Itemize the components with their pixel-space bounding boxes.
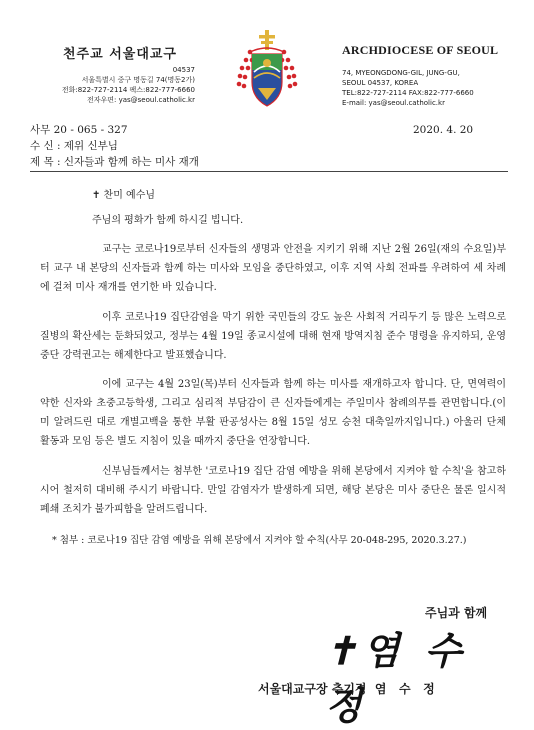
document-date: 2020. 4. 20 xyxy=(413,124,474,136)
archdiocese-crest-icon xyxy=(236,30,298,112)
header-english-phone: TEL:822-727-2114 FAX:822-777-6660 xyxy=(342,89,474,97)
subject-line: 제 목 : 신자들과 함께 하는 미사 재개 xyxy=(30,156,199,168)
document-number: 사무 20 - 065 - 327 xyxy=(30,124,128,136)
closing-phrase: 주님과 함께 xyxy=(425,606,488,620)
header-divider xyxy=(30,171,508,172)
header-korean-title: 천주교 서울대교구 xyxy=(63,47,177,62)
header-korean-address: 서울특별시 중구 명동길 74(명동2가) xyxy=(81,76,195,84)
header-korean-email: 전자우편: yas@seoul.catholic.kr xyxy=(86,96,195,104)
header-english-address-line2: SEOUL 04537, KOREA xyxy=(342,79,419,87)
recipient-line: 수 신 : 제위 신부님 xyxy=(30,140,118,152)
header-korean-phone: 전화:822-727-2114 팩스:822-777-6660 xyxy=(61,86,195,94)
header-english-title: ARCHDIOCESE OF SEOUL xyxy=(342,43,499,57)
header-english-address-line1: 74, MYEONGDONG-GIL, JUNG-GU, xyxy=(342,69,460,77)
greeting: ✝ 찬미 예수님 xyxy=(92,190,156,201)
body-paragraph-1: 교구는 코로나19로부터 신자들의 생명과 안전을 지키기 위해 지난 2월 26일(재의 수요일)부터 교구 내 본당의 신자들과 함께 하는 미사와 모임을 중단하였고, 이후 지역 사회 전파를 우려하여 세 차례에 걸쳐 미사 재개를 연기한 바 있습니다. xyxy=(40,244,506,293)
body-paragraph-2: 이후 코로나19 집단감염을 막기 위한 국민들의 강도 높은 사회적 거리두기 등 많은 노력으로 질병의 확산세는 둔화되었고, 정부는 4월 19일 종교시설에 대해 현재 방역지침 준수 명령을 유지하되, 운영중단 강력권고는 해제한다고 발표했습니다. xyxy=(40,312,506,361)
attachment-note: * 첨부 : 코로나19 집단 감염 예방을 위해 본당에서 지켜야 할 수칙(사무 20-048-295, 2020.3.27.) xyxy=(52,535,467,546)
signatory-name: 서울대교구장 추기경 염 수 정 xyxy=(258,682,435,696)
body-paragraph-4: 신부님들께서는 첨부한 '코로나19 집단 감염 예방을 위해 본당에서 지켜야 할 수칙'을 참고하시어 철저히 대비해 주시기 바랍니다. 만일 감염자가 발생하게 되면, 해당 본당은 미사 중단은 물론 일시적 폐쇄 조치가 불가피함을 알려드립니다. xyxy=(40,466,506,515)
header-english-email: E-mail: yas@seoul.catholic.kr xyxy=(342,99,445,107)
handwritten-signature: ✝염 수 정 xyxy=(325,628,468,728)
header-korean-postcode: 04537 xyxy=(172,66,195,74)
body-paragraph-3: 이에 교구는 4월 23일(목)부터 신자들과 함께 하는 미사를 재개하고자 합니다. 단, 면역력이 약한 신자와 초중고등학생, 그리고 심리적 부담감이 큰 신자들에게는 주일미사 참례의무를 관면합니다.(이미 알려드린 대로 개별고백을 통한 부활 판공성사는 8월 15일 성모 승천 대축일까지입니다.) 아울러 단체 활동과 모임 등은 별도 지침이 있을 때까지 중단을 연장합니다. xyxy=(40,379,506,447)
opening-line: 주님의 평화가 함께 하시길 빕니다. xyxy=(92,215,244,226)
